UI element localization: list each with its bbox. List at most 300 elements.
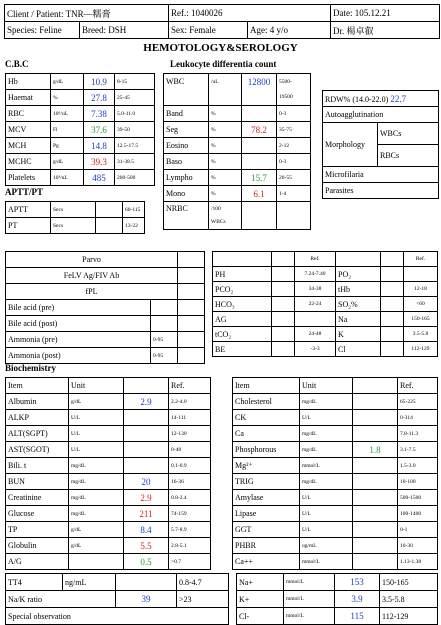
biochem-ref: 74-159 xyxy=(169,506,211,522)
electrolyte-name: Cl- xyxy=(237,608,284,625)
morphology-table xyxy=(322,90,439,199)
species: Species: Feline xyxy=(5,22,80,39)
biochem-name: TRIG xyxy=(233,474,300,490)
leuko-ref: 0-3 xyxy=(277,154,311,170)
leuko-name: Band xyxy=(164,106,209,122)
biochem-unit: U/L xyxy=(69,426,124,442)
rdw-value: 22.7 xyxy=(390,93,407,104)
sex: Sex: Female xyxy=(169,22,248,39)
biochem-row xyxy=(6,474,211,490)
nrbc-name: NRBC xyxy=(164,202,209,216)
biochem-name: ALKP xyxy=(6,410,69,426)
tt4-value xyxy=(116,574,177,591)
cbc-row xyxy=(6,170,155,186)
nak-label: Na/K ratio xyxy=(6,591,116,608)
biochem-unit: mg/dL xyxy=(69,458,124,474)
gas-ref-header-left: Ref. xyxy=(295,252,336,267)
electrolyte-unit: mmol/L xyxy=(284,591,335,608)
biochem-ref: 65-225 xyxy=(398,394,438,410)
page-title: HEMOTOLOGY&SEROLOGY xyxy=(143,42,298,54)
gas-ref xyxy=(295,312,336,327)
biochem-ref: 14-111 xyxy=(169,410,211,426)
leuko-ref: 2-12 xyxy=(277,138,311,154)
leuko-value: 6.1 xyxy=(242,186,277,202)
electrolyte-name: K+ xyxy=(237,591,284,608)
biochem-value xyxy=(353,522,398,538)
serology-value xyxy=(178,332,205,348)
biochem-row xyxy=(233,538,438,554)
aptt-ref: 60-115 xyxy=(123,202,145,218)
electrolyte-ref: 150-165 xyxy=(380,574,438,591)
biochem-ref: 7.8-11.3 xyxy=(398,426,438,442)
biochem-unit: mmol/L xyxy=(300,458,353,474)
biochem-value xyxy=(124,442,169,458)
gas-value xyxy=(381,267,404,282)
cbc-ref: 200-500 xyxy=(115,170,155,186)
biochem-right-table xyxy=(232,377,438,570)
biochem-unit: mg/dL xyxy=(300,474,353,490)
biochem-row xyxy=(233,394,438,410)
biochem-unit: ug/mL xyxy=(300,538,353,554)
biochem-unit: mg/dL xyxy=(69,474,124,490)
biochem-value xyxy=(353,538,398,554)
cbc-value: 27.8 xyxy=(84,90,115,106)
autoagglutination-label: Autoagglutination xyxy=(323,107,439,123)
biochem-row xyxy=(6,506,211,522)
ref-number: Ref.: 1040026 xyxy=(169,5,331,22)
biochem-name: Ca xyxy=(233,426,300,442)
biochem-value: 2.9 xyxy=(124,490,169,506)
serology-value xyxy=(178,316,205,332)
leuko-name: Mono xyxy=(164,186,209,202)
cbc-value: 14.8 xyxy=(84,138,115,154)
nrbc-unit1: /100 xyxy=(209,202,242,216)
biochem-row xyxy=(233,442,438,458)
leuko-row xyxy=(164,106,311,122)
leuko-ref: 1-4 xyxy=(277,186,311,202)
cbc-unit: g/dL xyxy=(51,154,84,170)
biochem-ref-header: Ref. xyxy=(398,378,438,394)
serology-value xyxy=(178,348,205,364)
biochem-value xyxy=(124,410,169,426)
doctor: Dr. 楊卓叡 xyxy=(331,22,440,39)
biochem-unit-header: Unit xyxy=(300,378,353,394)
nak-value: 39 xyxy=(116,591,177,608)
gas-ref: 12-18 xyxy=(404,282,438,297)
leuko-unit: % xyxy=(209,138,242,154)
leuko-unit: % xyxy=(209,106,242,122)
serology-table xyxy=(5,251,205,364)
gas-ref: <60 xyxy=(404,297,438,312)
biochem-unit: U/L xyxy=(300,490,353,506)
leuko-value xyxy=(242,154,277,170)
cbc-ref: 31-38.5 xyxy=(115,154,155,170)
gas-ref: 112-129 xyxy=(404,342,438,357)
aptt-ref: 13-22 xyxy=(123,218,145,234)
gas-ref: 34-38 xyxy=(295,282,336,297)
nrbc-unit2: WBCs xyxy=(209,216,242,230)
cbc-unit: Pg xyxy=(51,138,84,154)
nak-ref: >23 xyxy=(177,591,229,608)
biochem-ref: 100-1400 xyxy=(398,506,438,522)
biochem-name: GGT xyxy=(233,522,300,538)
biochem-ref: 0.8-2.4 xyxy=(169,490,211,506)
biochem-name: A/G xyxy=(6,554,69,570)
wbc-ref2: 19500 xyxy=(277,90,311,106)
cbc-value: 37.6 xyxy=(84,122,115,138)
client-patient: Client / Patient: TNR—糯膏 xyxy=(5,5,169,22)
biochem-value xyxy=(353,394,398,410)
electrolytes-table xyxy=(236,573,438,625)
gas-ref: 24-48 xyxy=(295,327,336,342)
biochem-ref: 2.2-4.0 xyxy=(169,394,211,410)
biochem-unit: g/dL xyxy=(69,394,124,410)
biochem-ref: >0.7 xyxy=(169,554,211,570)
serology-ref xyxy=(151,316,178,332)
cbc-row xyxy=(6,154,155,170)
cbc-ref: 39-50 xyxy=(115,122,155,138)
biochem-value xyxy=(353,426,398,442)
electrolyte-name: Na+ xyxy=(237,574,284,591)
biochem-unit: mg/dL xyxy=(300,442,353,458)
biochem-value xyxy=(353,506,398,522)
biochem-unit: U/L xyxy=(69,410,124,426)
electrolyte-ref: 3.5-5.8 xyxy=(380,591,438,608)
biochem-unit: mmol/L xyxy=(300,554,353,570)
biochem-ref: 1.13-1.38 xyxy=(398,554,438,570)
leuko-unit: % xyxy=(209,186,242,202)
gas-value xyxy=(272,267,295,282)
biochem-name: CK xyxy=(233,410,300,426)
biochem-row xyxy=(6,490,211,506)
date: Date: 105.12.21 xyxy=(331,5,440,22)
aptt-name: PT xyxy=(6,218,51,234)
biochem-name: Creatinine xyxy=(6,490,69,506)
wbc-unit: /uL xyxy=(209,74,242,90)
gas-name: SO₂% xyxy=(336,297,381,312)
biochem-value xyxy=(353,554,398,570)
biochem-unit: U/L xyxy=(300,522,353,538)
leuko-row xyxy=(164,186,311,202)
gas-value xyxy=(381,297,404,312)
cbc-row xyxy=(6,138,155,154)
cbc-row xyxy=(6,90,155,106)
biochem-unit: g/dL xyxy=(69,538,124,554)
biochem-name: Lipase xyxy=(233,506,300,522)
cbc-unit: % xyxy=(51,90,84,106)
cbc-name: RBC xyxy=(6,106,51,122)
gas-value xyxy=(381,312,404,327)
wbc-name: WBC xyxy=(164,74,209,90)
biochem-value: 5.5 xyxy=(124,538,169,554)
serology-ref: 0-95 xyxy=(151,348,178,364)
felv-label: FeLV Ag/FIV Ab xyxy=(6,268,178,284)
cbc-table xyxy=(5,73,155,186)
electrolyte-unit: mmol/L xyxy=(284,574,335,591)
blood-gas-table xyxy=(212,251,438,357)
thyroid-table xyxy=(5,573,229,625)
biochem-row xyxy=(6,442,211,458)
wbcs-label: WBCs xyxy=(378,123,439,145)
biochem-heading: Biochemistry xyxy=(5,363,56,373)
biochem-unit: U/L xyxy=(300,506,353,522)
cbc-name: Haemat xyxy=(6,90,51,106)
leuko-value xyxy=(242,106,277,122)
leuko-heading: Leukocyte differentia count xyxy=(170,59,277,69)
biochem-row xyxy=(233,506,438,522)
biochem-row xyxy=(233,410,438,426)
gas-name: PO₂ xyxy=(336,267,381,282)
aptt-value xyxy=(96,202,123,218)
parasites-label: Parasites xyxy=(323,183,439,199)
cbc-unit: 10³/uL xyxy=(51,170,84,186)
electrolyte-value: 3.9 xyxy=(335,591,380,608)
biochem-row xyxy=(233,522,438,538)
leuko-name: Baso xyxy=(164,154,209,170)
biochem-value xyxy=(353,474,398,490)
gas-value xyxy=(272,312,295,327)
leuko-unit: % xyxy=(209,170,242,186)
electrolyte-value: 115 xyxy=(335,608,380,625)
aptt-value xyxy=(96,218,123,234)
biochem-row xyxy=(6,458,211,474)
biochem-name: BUN xyxy=(6,474,69,490)
leuko-ref: 35-75 xyxy=(277,122,311,138)
biochem-name: Albumin xyxy=(6,394,69,410)
wbc-value: 12800 xyxy=(242,74,277,90)
cbc-value: 10.9 xyxy=(84,74,115,90)
cbc-value: 485 xyxy=(84,170,115,186)
gas-value xyxy=(272,342,295,357)
biochem-value xyxy=(353,458,398,474)
serology-name: Bile acid (pre) xyxy=(6,300,151,316)
biochem-row xyxy=(6,426,211,442)
biochem-ref: 0-1 xyxy=(398,522,438,538)
aptt-table xyxy=(5,201,145,234)
biochem-item-header: Item xyxy=(6,378,69,394)
biochem-row xyxy=(233,426,438,442)
biochem-unit: g/dL xyxy=(69,522,124,538)
biochem-name: Ca++ xyxy=(233,554,300,570)
aptt-heading: APTT/PT xyxy=(5,187,44,197)
gas-name: PH xyxy=(213,267,272,282)
biochem-name: Amylase xyxy=(233,490,300,506)
biochem-row xyxy=(233,490,438,506)
gas-name: Na xyxy=(336,312,381,327)
cbc-name: MCHC xyxy=(6,154,51,170)
cbc-name: Platelets xyxy=(6,170,51,186)
gas-value xyxy=(272,297,295,312)
biochem-ref: 2.8-5.1 xyxy=(169,538,211,554)
fpl-label: fPL xyxy=(6,284,178,300)
leuko-unit: % xyxy=(209,122,242,138)
cbc-value: 39.3 xyxy=(84,154,115,170)
biochem-value xyxy=(124,426,169,442)
leuko-row xyxy=(164,122,311,138)
biochem-left-table xyxy=(5,377,211,570)
leuko-value: 15.7 xyxy=(242,170,277,186)
gas-ref: -3-3 xyxy=(295,342,336,357)
leuko-table xyxy=(163,73,311,230)
biochem-ref: 0.1-0.9 xyxy=(169,458,211,474)
gas-name: HCO₃ xyxy=(213,297,272,312)
gas-value xyxy=(381,327,404,342)
leuko-value xyxy=(242,138,277,154)
biochem-ref: 0-314 xyxy=(398,410,438,426)
biochem-row xyxy=(6,394,211,410)
gas-name: tHb xyxy=(336,282,381,297)
cbc-value: 7.38 xyxy=(84,106,115,122)
biochem-ref: 16-36 xyxy=(169,474,211,490)
cbc-name: Hb xyxy=(6,74,51,90)
biochem-value: 20 xyxy=(124,474,169,490)
tt4-label: TT4 xyxy=(6,574,63,591)
biochem-name: Phosphorous xyxy=(233,442,300,458)
biochem-name: Mg²⁺ xyxy=(233,458,300,474)
biochem-value: 1.8 xyxy=(353,442,398,458)
biochem-ref: 1.5-3.0 xyxy=(398,458,438,474)
leuko-value: 78.2 xyxy=(242,122,277,138)
biochem-row xyxy=(6,538,211,554)
serology-ref: 0-95 xyxy=(151,332,178,348)
gas-name: PCO₂ xyxy=(213,282,272,297)
leuko-ref: 20-55 xyxy=(277,170,311,186)
biochem-value xyxy=(124,458,169,474)
aptt-unit: Secs xyxy=(51,218,96,234)
microfilaria-label: Microfilaria xyxy=(323,167,439,183)
header-table xyxy=(4,4,440,39)
leuko-name: Lympho xyxy=(164,170,209,186)
biochem-row xyxy=(233,474,438,490)
biochem-ref: 12-130 xyxy=(169,426,211,442)
gas-name: tCO₂ xyxy=(213,327,272,342)
biochem-row xyxy=(6,522,211,538)
biochem-unit: mg/dL xyxy=(69,490,124,506)
biochem-row xyxy=(6,410,211,426)
biochem-value: 0.5 xyxy=(124,554,169,570)
biochem-unit: U/L xyxy=(300,410,353,426)
biochem-ref-header: Ref. xyxy=(169,378,211,394)
biochem-value xyxy=(353,410,398,426)
serology-value xyxy=(178,300,205,316)
cbc-name: MCH xyxy=(6,138,51,154)
aptt-name: APTT xyxy=(6,202,51,218)
biochem-value: 211 xyxy=(124,506,169,522)
gas-ref: 150-165 xyxy=(404,312,438,327)
biochem-unit xyxy=(69,554,124,570)
biochem-name: Cholesterol xyxy=(233,394,300,410)
leuko-ref: 0-3 xyxy=(277,106,311,122)
leuko-unit: % xyxy=(209,154,242,170)
age: Age: 4 y/o xyxy=(248,22,331,39)
biochem-value xyxy=(353,490,398,506)
cbc-heading: C.B.C xyxy=(5,59,29,69)
gas-name: AG xyxy=(213,312,272,327)
gas-ref: 7.24-7.40 xyxy=(295,267,336,282)
biochem-item-header: Item xyxy=(233,378,300,394)
cbc-row xyxy=(6,74,155,90)
cbc-ref: 25-45 xyxy=(115,90,155,106)
biochem-ref: 3.1-7.5 xyxy=(398,442,438,458)
biochem-row xyxy=(6,554,211,570)
leuko-name: Seg xyxy=(164,122,209,138)
biochem-unit: mg/dL xyxy=(69,506,124,522)
serology-name: Bile acid (post) xyxy=(6,316,151,332)
cbc-row xyxy=(6,106,155,122)
aptt-unit: Secs xyxy=(51,202,96,218)
biochem-ref: 5.7-8.9 xyxy=(169,522,211,538)
gas-name: Cl xyxy=(336,342,381,357)
cbc-unit: 10⁶/uL xyxy=(51,106,84,122)
biochem-unit-header: Unit xyxy=(69,378,124,394)
cbc-ref: 8-15 xyxy=(115,74,155,90)
gas-name: K xyxy=(336,327,381,342)
biochem-ref: 500-1500 xyxy=(398,490,438,506)
biochem-ref: 10-100 xyxy=(398,474,438,490)
electrolyte-unit: mmol/L xyxy=(284,608,335,625)
serology-name: Ammonia (pre) xyxy=(6,332,151,348)
cbc-unit: g/dL xyxy=(51,74,84,90)
tt4-unit: ng/mL xyxy=(63,574,116,591)
biochem-name: Globulin xyxy=(6,538,69,554)
biochem-name: ALT(SGPT) xyxy=(6,426,69,442)
special-observation: Special observation xyxy=(6,608,229,625)
rbcs-label: RBCs xyxy=(378,145,439,167)
cbc-ref: 5.0-11.0 xyxy=(115,106,155,122)
gas-ref: 22-24 xyxy=(295,297,336,312)
leuko-name: Eosino xyxy=(164,138,209,154)
serology-ref xyxy=(151,300,178,316)
gas-name: BE xyxy=(213,342,272,357)
cbc-unit: Fl xyxy=(51,122,84,138)
rdw-label: RDW% (14.0-22.0) 22.7 xyxy=(323,91,439,107)
electrolyte-ref: 112-129 xyxy=(380,608,438,625)
wbc-ref1: 5500- xyxy=(277,74,311,90)
biochem-row xyxy=(233,554,438,570)
gas-ref xyxy=(404,267,438,282)
gas-ref: 3.5-5.8 xyxy=(404,327,438,342)
leuko-row xyxy=(164,154,311,170)
biochem-ref: 10-30 xyxy=(398,538,438,554)
breed: Breed: DSH xyxy=(80,22,169,39)
biochem-name: AST(SGOT) xyxy=(6,442,69,458)
biochem-value: 8.4 xyxy=(124,522,169,538)
gas-ref-header-right: Ref. xyxy=(404,252,438,267)
gas-value xyxy=(381,342,404,357)
morphology-label: Morphology xyxy=(323,123,378,167)
biochem-unit: U/L xyxy=(69,442,124,458)
cbc-ref: 12.5-17.5 xyxy=(115,138,155,154)
leuko-row xyxy=(164,138,311,154)
biochem-name: Bili. t xyxy=(6,458,69,474)
biochem-unit: mg/dL xyxy=(300,394,353,410)
biochem-name: PHBR xyxy=(233,538,300,554)
gas-value xyxy=(272,282,295,297)
gas-value xyxy=(381,282,404,297)
tt4-ref: 0.8-4.7 xyxy=(177,574,229,591)
biochem-unit: mg/dL xyxy=(300,426,353,442)
biochem-name: Glucose xyxy=(6,506,69,522)
gas-value xyxy=(272,327,295,342)
leuko-row xyxy=(164,170,311,186)
cbc-row xyxy=(6,122,155,138)
electrolyte-value: 153 xyxy=(335,574,380,591)
biochem-ref: 0-48 xyxy=(169,442,211,458)
biochem-row xyxy=(233,458,438,474)
biochem-name: TP xyxy=(6,522,69,538)
parvo-label: Parvo xyxy=(6,252,178,268)
biochem-value: 2.9 xyxy=(124,394,169,410)
